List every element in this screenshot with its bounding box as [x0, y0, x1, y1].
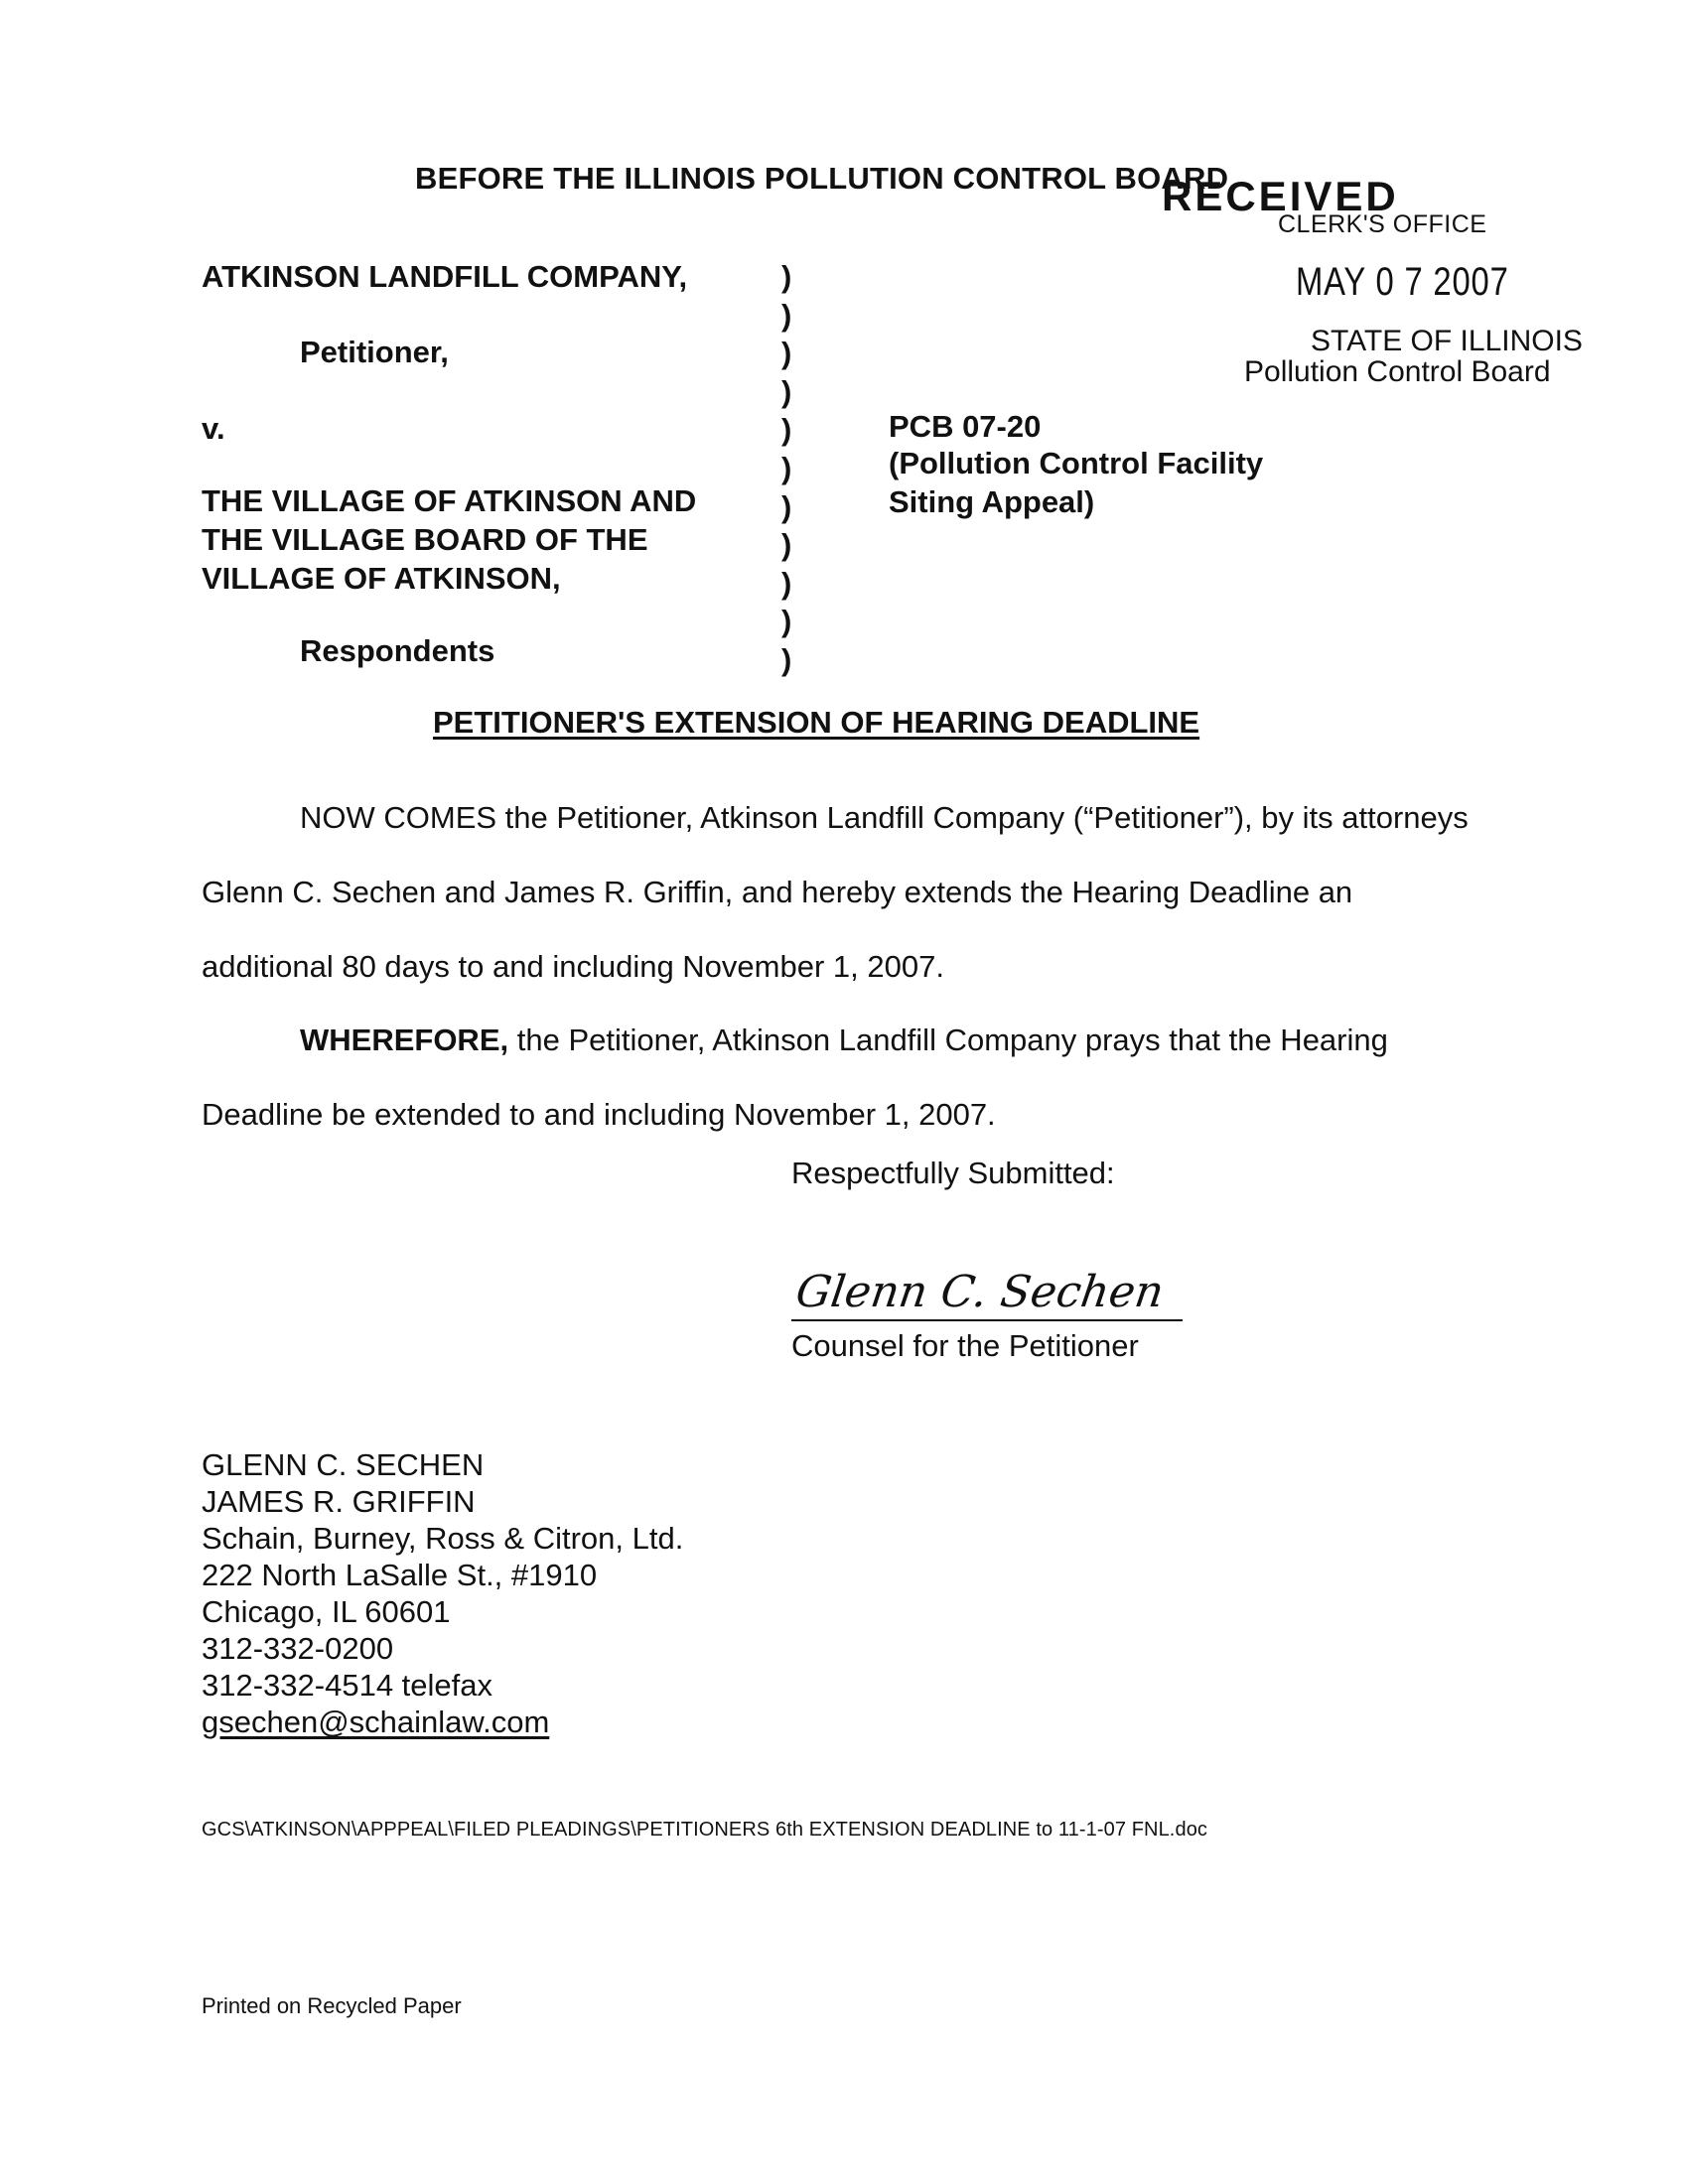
case-number: PCB 07-20	[889, 409, 1042, 444]
body-paragraph-2	[202, 1003, 1492, 1152]
attorney-email-link[interactable]: gsechen@schainlaw.com	[202, 1705, 550, 1739]
board-heading: BEFORE THE ILLINOIS POLLUTION CONTROL BOARD	[415, 161, 1229, 196]
received-stamp-date: MAY 0 7 2007	[1296, 260, 1509, 304]
attorney-name-1: GLENN C. SECHEN	[202, 1447, 485, 1482]
caption-parentheses-divider: ) ) ) ) ) ) ) ) ) ) )	[781, 259, 792, 677]
body-paragraph-1-text: NOW COMES the Petitioner, Atkinson Landfill Company (“Petitioner”), by its attorneys Glenn C. Sechen and James R. Griffin, and hereby extends the Hearing Deadline an additional 80 days to and including November 1, 2007.	[202, 800, 1469, 984]
firm-city-state-zip: Chicago, IL 60601	[202, 1594, 451, 1629]
caption-petitioner-label: Petitioner,	[300, 335, 449, 369]
received-stamp-state: STATE OF ILLINOIS	[1311, 325, 1583, 357]
received-stamp-clerks-office: CLERK'S OFFICE	[1278, 210, 1487, 238]
body-paragraph-2-text: the Petitioner, Atkinson Landfill Company prays that the Hearing Deadline be extended to and including November 1, 2007.	[202, 1023, 1388, 1132]
firm-fax: 312-332-4514 telefax	[202, 1668, 493, 1703]
case-description-line-2: Siting Appeal)	[889, 484, 1095, 519]
handwritten-signature: Glenn C. Sechen	[792, 1267, 1168, 1317]
firm-phone: 312-332-0200	[202, 1631, 394, 1666]
printed-on-recycled-paper: Printed on Recycled Paper	[202, 1993, 462, 2018]
signature-caption: Counsel for the Petitioner	[791, 1328, 1139, 1363]
firm-street-address: 222 North LaSalle St., #1910	[202, 1558, 598, 1592]
received-stamp-title: RECEIVED	[1162, 173, 1399, 219]
caption-respondent-line-2: THE VILLAGE BOARD OF THE	[202, 522, 648, 557]
caption-petitioner-name: ATKINSON LANDFILL COMPANY,	[202, 259, 688, 294]
body-paragraph-1	[202, 780, 1492, 1004]
attorney-address-block	[202, 1446, 683, 1740]
document-title: PETITIONER'S EXTENSION OF HEARING DEADLINE	[433, 705, 1200, 740]
caption-respondents-label: Respondents	[300, 633, 495, 668]
document-file-path: GCS\ATKINSON\APPPEAL\FILED PLEADINGS\PETITIONERS 6th EXTENSION DEADLINE to 11-1-07 FNL.doc	[202, 1819, 1208, 1841]
signature-line	[791, 1319, 1183, 1321]
received-stamp-board: Pollution Control Board	[1244, 355, 1551, 388]
case-description-line-1: (Pollution Control Facility	[889, 446, 1264, 480]
caption-respondent-line-1: THE VILLAGE OF ATKINSON AND	[202, 483, 697, 518]
caption-versus: v.	[202, 411, 225, 446]
wherefore-lead: WHEREFORE,	[300, 1023, 509, 1057]
closing-respectfully-submitted: Respectfully Submitted:	[791, 1156, 1115, 1190]
law-firm-name: Schain, Burney, Ross & Citron, Ltd.	[202, 1521, 684, 1556]
attorney-name-2: JAMES R. GRIFFIN	[202, 1484, 476, 1519]
caption-respondent-line-3: VILLAGE OF ATKINSON,	[202, 561, 561, 596]
